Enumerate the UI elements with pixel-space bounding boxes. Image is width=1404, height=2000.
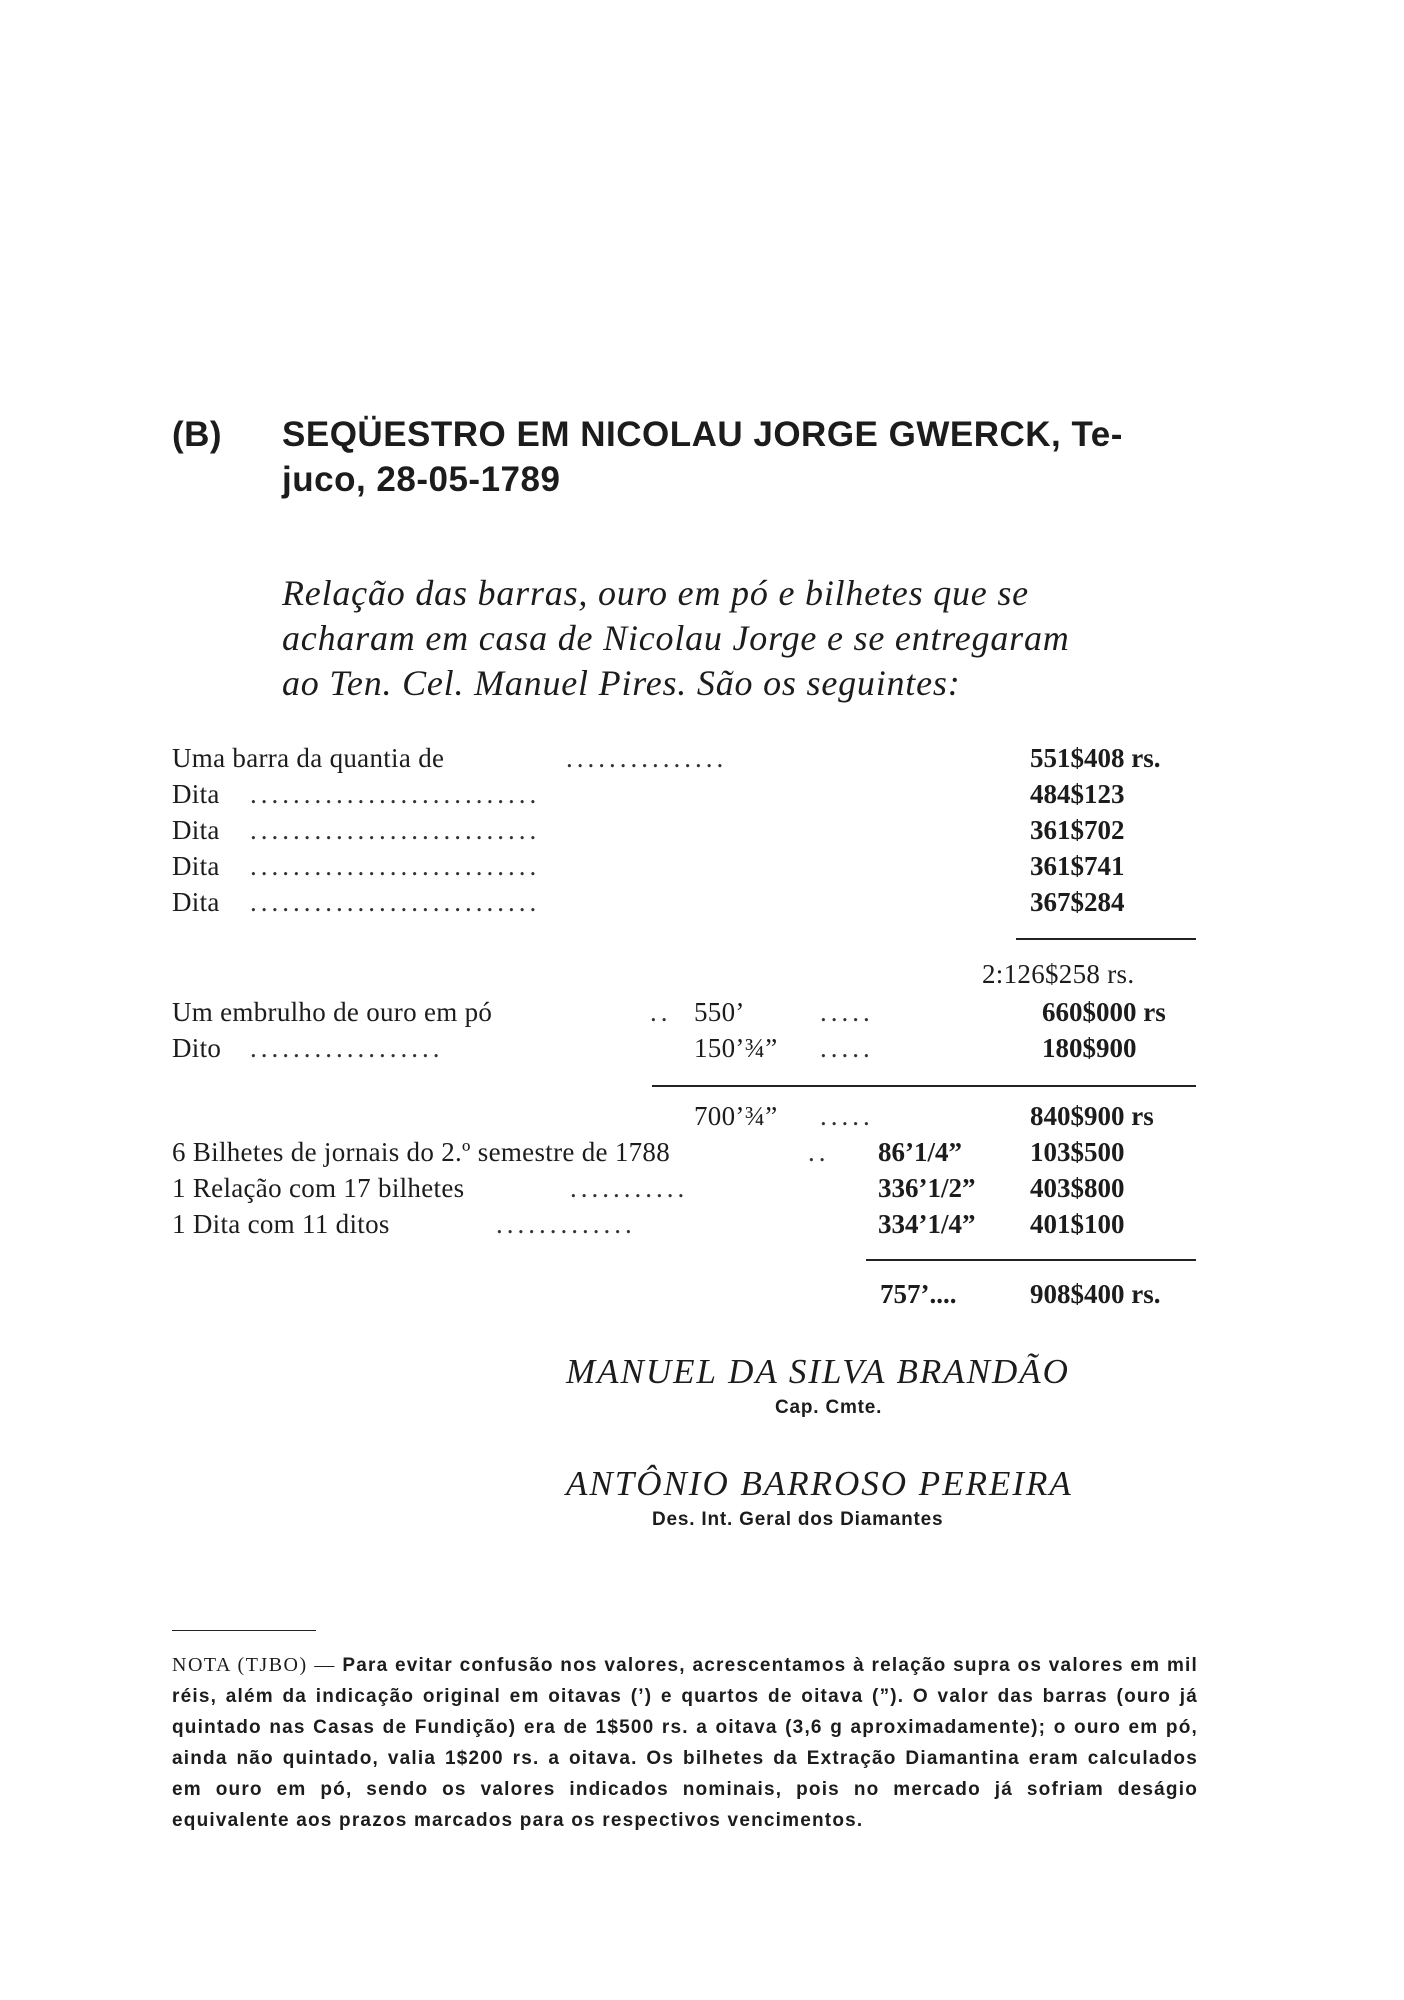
- barra-dots-2: ...........................: [250, 779, 541, 809]
- bilhete-label-2: 1 Relação com 17 bilhetes: [172, 1173, 465, 1203]
- ouro-value-1: 660$000 rs: [1042, 997, 1166, 1027]
- bilhetes-total-qty: 757’....: [880, 1279, 957, 1309]
- ouro-dots1-2: ..................: [250, 1033, 444, 1063]
- barra-dots-5: ...........................: [250, 887, 541, 917]
- ouro-total-value: 840$900 rs: [1030, 1101, 1154, 1131]
- ouro-qty-1: 550’: [694, 997, 745, 1027]
- bilhete-value-1: 103$500: [1030, 1137, 1125, 1167]
- bilhete-qty-2: 336’1/2”: [878, 1173, 976, 1203]
- ouro-dots1-1: ..: [650, 997, 672, 1027]
- bilhete-qty-1: 86’1/4”: [878, 1137, 962, 1167]
- bilhete-value-3: 401$100: [1030, 1209, 1125, 1239]
- barra-dots-4: ...........................: [250, 851, 541, 881]
- bilhetes-total-value: 908$400 rs.: [1030, 1279, 1161, 1309]
- bilhete-dots-2: ...........: [570, 1173, 689, 1203]
- footnote: [172, 1650, 1198, 1836]
- ouro-dots2-2: .....: [820, 1033, 874, 1063]
- footnote-label: NOTA (TJBO) —: [172, 1654, 336, 1676]
- intro-line2: acharam em casa de Nicolau Jorge e se entregaram: [282, 618, 1070, 658]
- barra-label-1: Uma barra da quantia de: [172, 743, 445, 773]
- bilhete-dots-1: ..: [808, 1137, 830, 1167]
- section-title-line1: SEQÜESTRO EM NICOLAU JORGE GWERCK, Te-: [282, 415, 1123, 454]
- ouro-total-dots: .....: [820, 1101, 874, 1131]
- barra-dots-1: ...............: [566, 743, 728, 773]
- ouro-label-2: Dito: [172, 1033, 222, 1063]
- barras-total-rule: [1016, 938, 1196, 940]
- bilhete-value-2: 403$800: [1030, 1173, 1125, 1203]
- barra-label-2: Dita: [172, 779, 220, 809]
- intro-line3: ao Ten. Cel. Manuel Pires. São os seguintes:: [282, 663, 961, 703]
- ouro-total-qty: 700’¾”: [694, 1101, 778, 1131]
- signature-role-2: Des. Int. Geral dos Diamantes: [652, 1509, 944, 1530]
- signature-name-1: MANUEL DA SILVA BRANDÃO: [566, 1352, 1070, 1391]
- bilhete-dots-3: .............: [496, 1209, 636, 1239]
- barras-total: 2:126$258 rs.: [982, 959, 1135, 989]
- ouro-dots2-1: .....: [820, 997, 874, 1027]
- section-label: (B): [172, 415, 223, 454]
- section-title-line2: juco, 28-05-1789: [282, 460, 561, 499]
- footnote-rule: [172, 1630, 316, 1631]
- barra-value-3: 361$702: [1030, 815, 1125, 845]
- barra-value-5: 367$284: [1030, 887, 1125, 917]
- bilhete-qty-3: 334’1/4”: [878, 1209, 976, 1239]
- bilhete-label-1: 6 Bilhetes de jornais do 2.º semestre de 1788: [172, 1137, 671, 1167]
- barra-value-1: 551$408 rs.: [1030, 743, 1161, 773]
- barra-label-3: Dita: [172, 815, 220, 845]
- ouro-qty-2: 150’¾”: [694, 1033, 778, 1063]
- barra-label-5: Dita: [172, 887, 220, 917]
- signature-role-1: Cap. Cmte.: [775, 1397, 883, 1418]
- barra-value-2: 484$123: [1030, 779, 1125, 809]
- barra-label-4: Dita: [172, 851, 220, 881]
- footnote-text: Para evitar confusão nos valores, acrescentamos à relação supra os valores em mil réis, além da indicação original em oitavas (’) e quartos de oitava (”). O valor das barras (ouro já quintado nas Casas de Fundição) era de 1$500 rs. a oitava (3,6 g aproximadamente); o ouro em pó, ainda não quintado, valia 1$200 rs. a oitava. Os bilhetes da Extração Diamantina eram calculados em ouro em pó, sendo os valores indicados nominais, pois no mercado já sofriam deságio equivalente aos prazos marcados para os respectivos vencimentos.: [172, 1655, 1198, 1831]
- barra-dots-3: ...........................: [250, 815, 541, 845]
- bilhetes-total-rule: [866, 1259, 1196, 1261]
- ouro-total-rule: [652, 1085, 1196, 1087]
- ouro-value-2: 180$900: [1042, 1033, 1137, 1063]
- barra-value-4: 361$741: [1030, 851, 1125, 881]
- signature-name-2: ANTÔNIO BARROSO PEREIRA: [566, 1464, 1073, 1503]
- intro-line1: Relação das barras, ouro em pó e bilhetes que se: [282, 573, 1029, 613]
- bilhete-label-3: 1 Dita com 11 ditos: [172, 1209, 390, 1239]
- ouro-label-1: Um embrulho de ouro em pó: [172, 997, 493, 1027]
